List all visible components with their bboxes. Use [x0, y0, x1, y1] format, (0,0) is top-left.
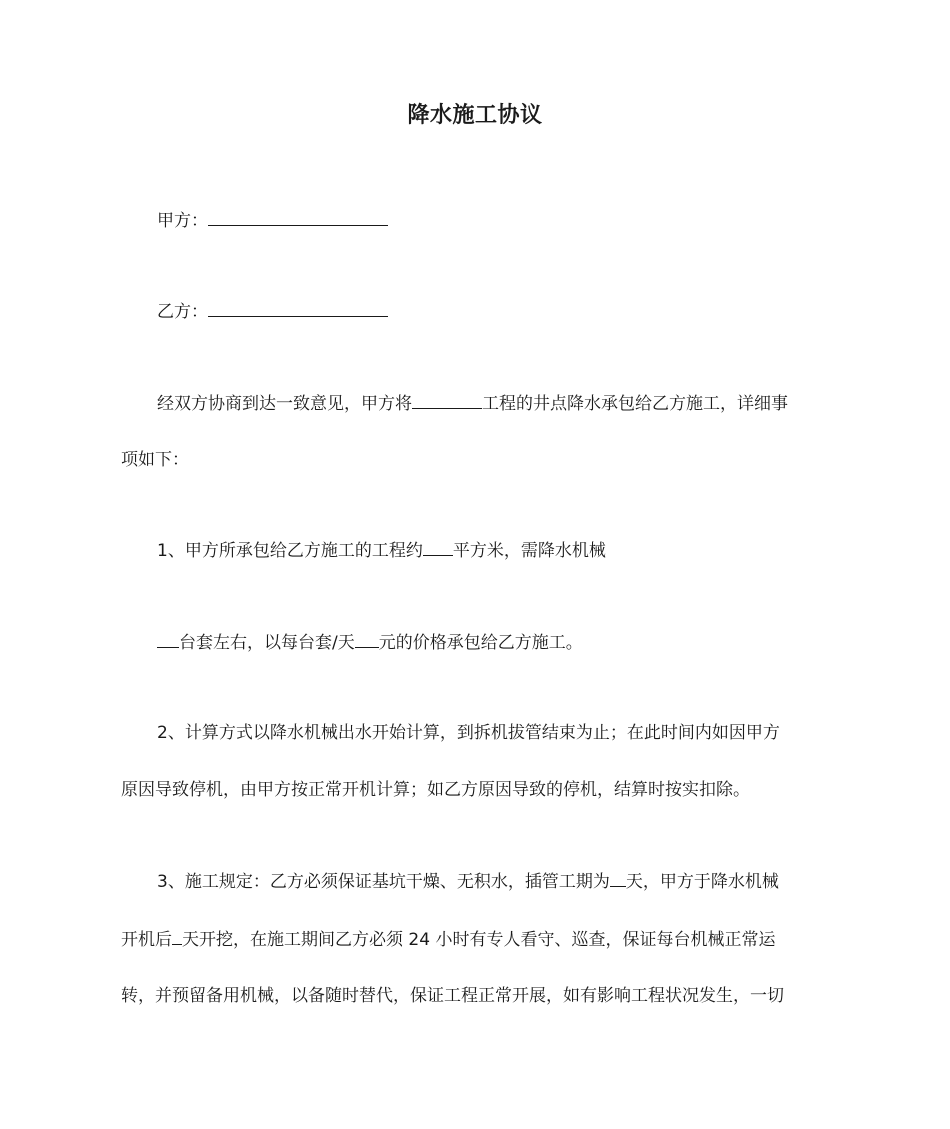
clause-3-line-3: 转，并预留备用机械，以备随时替代，保证工程正常开展，如有影响工程状况发生，一切 — [121, 986, 784, 1006]
clause-1-text-1: 1、甲方所承包给乙方施工的工程约 — [157, 541, 423, 561]
price-blank — [355, 630, 379, 648]
clause-3-text-1: 3、施工规定：乙方必须保证基坑干燥、无积水，插管工期为 — [157, 872, 610, 892]
machine-count-blank — [157, 630, 179, 648]
party-b-blank — [208, 299, 388, 317]
intro-line-1 — [157, 391, 836, 416]
intro-text-2: 工程的井点降水承包给乙方施工，详细事 — [482, 394, 788, 414]
intro-text-1: 经双方协商到达一致意见，甲方将 — [157, 394, 412, 414]
intro-line-2: 项如下： — [121, 450, 189, 470]
document-title: 降水施工协议 — [407, 103, 543, 128]
party-b-label: 乙方： — [157, 302, 208, 322]
area-blank — [423, 538, 453, 556]
clause-3-text-2: 天，甲方于降水机械 — [625, 872, 779, 892]
clause-3-text-3: 开机后 — [121, 930, 172, 950]
clause-1-line-2 — [157, 630, 836, 655]
clause-1-line-1 — [157, 538, 836, 563]
party-a-label: 甲方： — [157, 211, 208, 231]
clause-3-line-2 — [121, 927, 836, 952]
party-a-blank — [208, 208, 388, 226]
clause-1-text-2: 平方米，需降水机械 — [452, 541, 606, 561]
clause-3-text-4: 天开挖，在施工期间乙方必须 24 小时有专人看守、巡查，保证每台机械正常运 — [182, 930, 776, 950]
clause-2-line-2: 原因导致停机，由甲方按正常开机计算；如乙方原因导致的停机，结算时按实扣除。 — [121, 780, 750, 800]
insertion-days-blank — [610, 869, 626, 887]
clause-3-line-1 — [157, 869, 836, 894]
party-a-line — [157, 208, 836, 233]
excavation-days-blank — [172, 927, 182, 945]
clause-1-text-3: 台套左右，以每台套/天 — [179, 633, 355, 653]
party-b-line — [157, 299, 836, 324]
project-name-blank — [412, 391, 482, 409]
clause-2-line-1: 2、计算方式以降水机械出水开始计算，到拆机拔管结束为止；在此时间内如因甲方 — [157, 723, 780, 743]
clause-1-text-4: 元的价格承包给乙方施工。 — [378, 633, 583, 653]
